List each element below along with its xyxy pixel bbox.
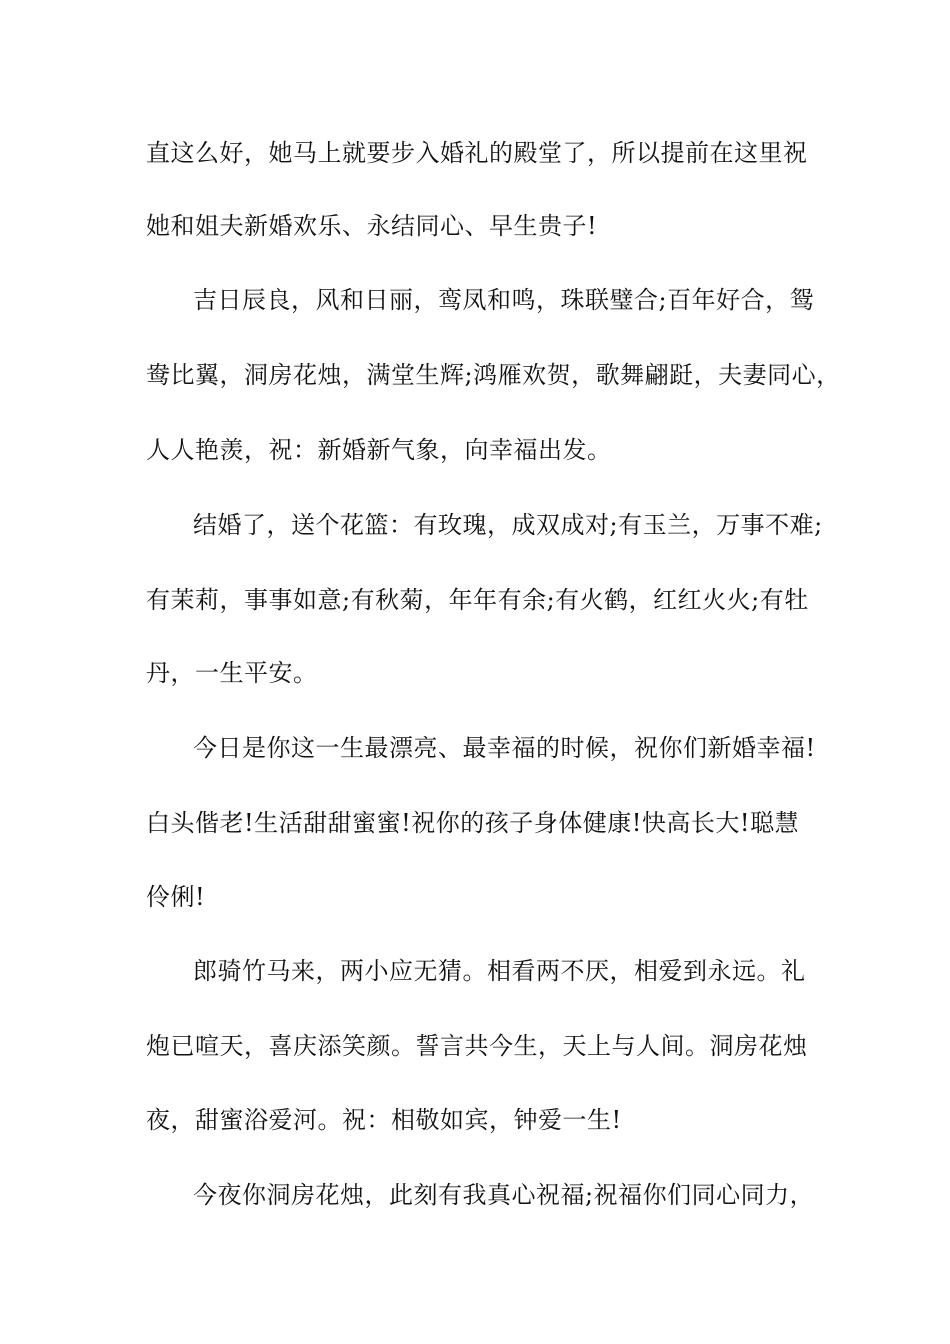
text-line: 夜，甜蜜浴爱河。祝：相敬如宾，钟爱一生! — [146, 1106, 622, 1134]
text-line: 鸯比翼，洞房花烛，满堂生辉;鸿雁欢贺，歌舞翩跹，夫妻同心， — [146, 361, 841, 389]
text-line: 白头偕老!生活甜甜蜜蜜!祝你的孩子身体健康!快高长大!聪慧 — [146, 809, 800, 837]
text-line: 伶俐! — [146, 883, 206, 911]
text-line: 人人艳羡，祝：新婚新气象，向幸福出发。 — [146, 436, 612, 464]
text-line: 炮已喧天，喜庆添笑颜。誓言共今生，天上与人间。洞房花烛 — [146, 1032, 808, 1060]
paragraph-start-line: 吉日辰良，风和日丽，鸾凤和鸣，珠联璧合;百年好合，鸳 — [193, 286, 815, 314]
text-line: 直这么好，她马上就要步入婚礼的殿堂了，所以提前在这里祝 — [146, 139, 808, 167]
text-line: 有茉莉，事事如意;有秋菊，年年有余;有火鹤，红红火火;有牡 — [146, 586, 809, 614]
paragraph-start-line: 今日是你这一生最漂亮、最幸福的时候，祝你们新婚幸福! — [193, 734, 816, 762]
text-line: 她和姐夫新婚欢乐、永结同心、早生贵子! — [146, 212, 598, 240]
paragraph-start-line: 今夜你洞房花烛，此刻有我真心祝福;祝福你们同心同力， — [193, 1181, 815, 1209]
text-line: 丹，一生平安。 — [146, 659, 318, 687]
paragraph-start-line: 结婚了，送个花篮：有玫瑰，成双成对;有玉兰，万事不难; — [193, 511, 823, 539]
paragraph-start-line: 郎骑竹马来，两小应无猜。相看两不厌，相爱到永远。礼 — [193, 957, 806, 985]
